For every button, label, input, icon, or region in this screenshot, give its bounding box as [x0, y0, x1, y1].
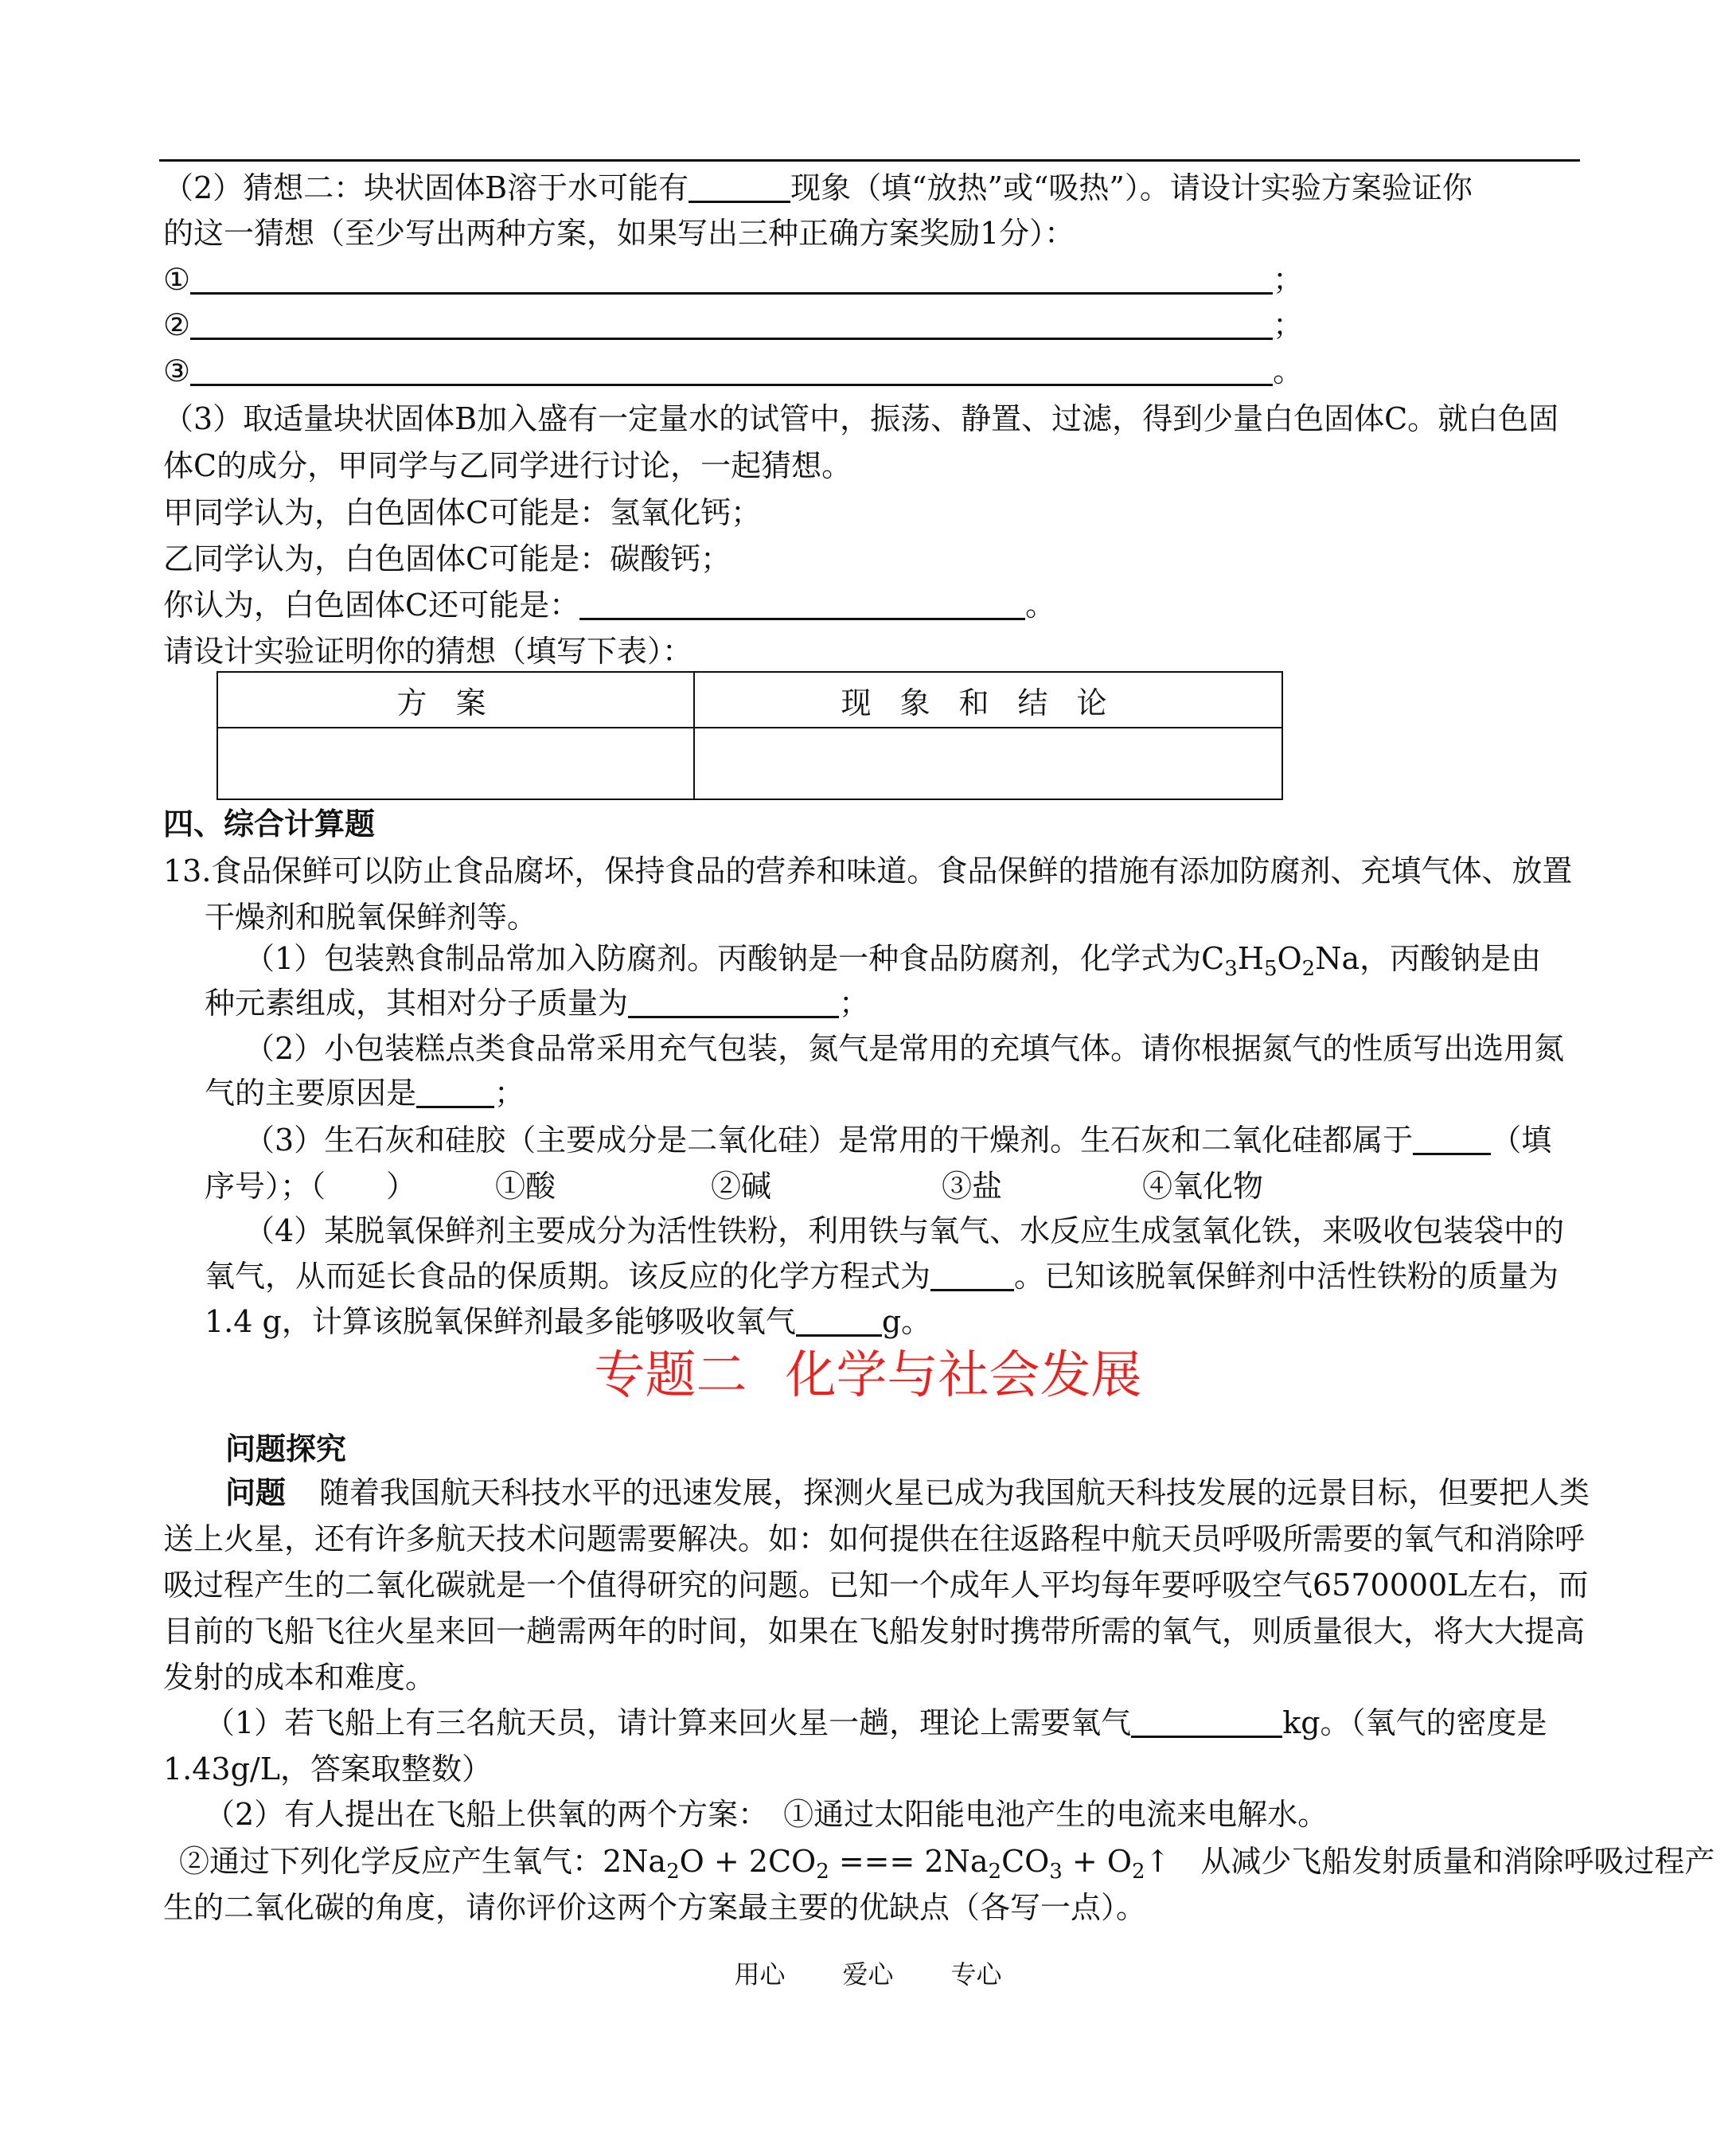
answer-blank[interactable]	[628, 984, 839, 1018]
explore-line-5: 发射的成本和难度。	[163, 1660, 436, 1695]
explore-sub2-line-3: 生的二氧化碳的角度，请你评价这两个方案最主要的优缺点（各写一点）。	[163, 1890, 1147, 1925]
answer-blank[interactable]	[190, 260, 1273, 295]
explore-heading: 问题探究	[225, 1431, 347, 1466]
q13-part4-line-3: 1.4 g，计算该脱氧保鲜剂最多能够吸收氧气 g。	[205, 1304, 932, 1339]
explore-sub1-line-2: 1.43g/L，答案取整数）	[163, 1751, 492, 1787]
answer-blank[interactable]	[1131, 1704, 1282, 1738]
q3-line-2: 体C的成分，甲同学与乙同学进行讨论，一起猜想。	[163, 448, 852, 483]
option-base[interactable]: ②碱	[711, 1169, 772, 1204]
topic-title: 专题二 化学与社会发展	[594, 1346, 1142, 1405]
q13-part3-line-1: （3）生石灰和硅胶（主要成分是二氧化硅）是常用的干燥剂。生石灰和二氧化硅都属于 （填	[244, 1123, 1552, 1158]
q3-line-6: 请设计实验证明你的猜想（填写下表）：	[163, 634, 693, 669]
table-cell-plan[interactable]	[217, 728, 694, 799]
q2-answer-line-2: ② ；	[163, 307, 1304, 342]
page-footer: 用心 爱心 专心	[734, 1959, 1002, 1990]
explore-line-2: 送上火星，还有许多航天技术问题需要解决。如：如何提供在往返路程中航天员呼吸所需要的氧气和消除呼	[163, 1521, 1586, 1556]
answer-blank[interactable]	[416, 1074, 494, 1108]
q3-line-1: （3）取适量块状固体B加入盛有一定量水的试管中，振荡、静置、过滤，得到少量白色固体C。就白色固	[163, 401, 1559, 436]
q2-answer-line-1: ① ；	[163, 262, 1304, 297]
q13-part1-line-2: 种元素组成，其相对分子质量为 ；	[205, 986, 870, 1021]
answer-blank[interactable]	[689, 169, 790, 203]
table-header-result: 现象和结论	[694, 672, 1282, 728]
explore-sub2-line-2: ②通过下列化学反应产生氧气：$2Na_2O + 2CO_2$ === $2Na_2CO_3$ + $O_2↑$ 从减少飞船发射质量和消除呼吸过程产	[179, 1844, 1715, 1884]
q3-line-3: 甲同学认为，白色固体C可能是：氢氧化钙；	[163, 495, 762, 530]
q3-line-4: 乙同学认为，白色固体C可能是：碳酸钙；	[163, 541, 731, 576]
answer-blank[interactable]	[190, 352, 1273, 386]
header-rule	[159, 159, 1580, 162]
q2-answer-line-3: ③ 。	[163, 353, 1304, 389]
answer-blank[interactable]	[796, 1302, 882, 1337]
q13-part4-line-2: 氧气，从而延长食品的保质期。该反应的化学方程式为 。已知该脱氧保鲜剂中活性铁粉的质量为	[205, 1259, 1559, 1294]
option-salt[interactable]: ③盐	[942, 1169, 1003, 1204]
section-heading: 四、综合计算题	[163, 806, 376, 842]
explore-sub1-line-1: （1）若飞船上有三名航天员，请计算来回火星一趟，理论上需要氧气 kg。（氧气的密度是	[205, 1705, 1547, 1740]
explore-line-1: 问题 随着我国航天科技水平的迅速发展，探测火星已成为我国航天科技发展的远景目标，但要把人类	[225, 1474, 1590, 1510]
table-header-plan: 方案	[217, 672, 694, 728]
explore-line-3: 吸过程产生的二氧化碳就是一个值得研究的问题。已知一个成年人平均每年要呼吸空气6570000L左右，而	[163, 1568, 1589, 1603]
explore-line-4: 目前的飞船飞往火星来回一趟需两年的时间，如果在飞船发射时携带所需的氧气，则质量很大，将大大提高	[163, 1614, 1586, 1649]
answer-blank[interactable]	[1413, 1121, 1491, 1155]
q13-part2-line-2: 气的主要原因是 ；	[205, 1076, 525, 1111]
explore-sub2-line-1: （2）有人提出在飞船上供氧的两个方案： ①通过太阳能电池产生的电流来电解水。	[205, 1797, 1328, 1832]
q2-intro-line-2: 的这一猜想（至少写出两种方案，如果写出三种正确方案奖励1分）：	[163, 216, 1075, 251]
q2-intro-line: （2）猜想二：块状固体B溶于水可能有 现象（填“放热”或“吸热”）。请设计实验方案验证你	[163, 170, 1473, 205]
q13-part3-line-2: 序号）；（ ）	[205, 1169, 417, 1204]
option-acid[interactable]: ①酸	[495, 1169, 556, 1204]
q13-line-1: 13.食品保鲜可以防止食品腐坏，保持食品的营养和味道。食品保鲜的措施有添加防腐剂、充填气体、放置	[163, 853, 1573, 888]
answer-blank[interactable]	[930, 1257, 1014, 1291]
q13-part2-line-1: （2）小包装糕点类食品常采用充气包装，氮气是常用的充填气体。请你根据氮气的性质写出选用氮	[244, 1031, 1565, 1066]
answer-blank[interactable]	[190, 306, 1273, 340]
q3-line-5: 你认为，白色固体C还可能是： 。	[163, 588, 1056, 623]
option-oxide[interactable]: ④氧化物	[1142, 1169, 1264, 1204]
q13-part1-line-1: （1）包装熟食制品常加入防腐剂。丙酸钠是一种食品防腐剂，化学式为$C_3H_5O_2Na$，丙酸钠是由	[244, 941, 1542, 981]
table-cell-result[interactable]	[694, 728, 1282, 799]
answer-blank[interactable]	[579, 586, 1025, 620]
q13-part4-line-1: （4）某脱氧保鲜剂主要成分为活性铁粉，利用铁与氧气、水反应生成氢氧化铁，来吸收包装袋中的	[244, 1213, 1565, 1248]
experiment-table	[217, 671, 1283, 800]
q13-line-2: 干燥剂和脱氧保鲜剂等。	[205, 900, 538, 935]
